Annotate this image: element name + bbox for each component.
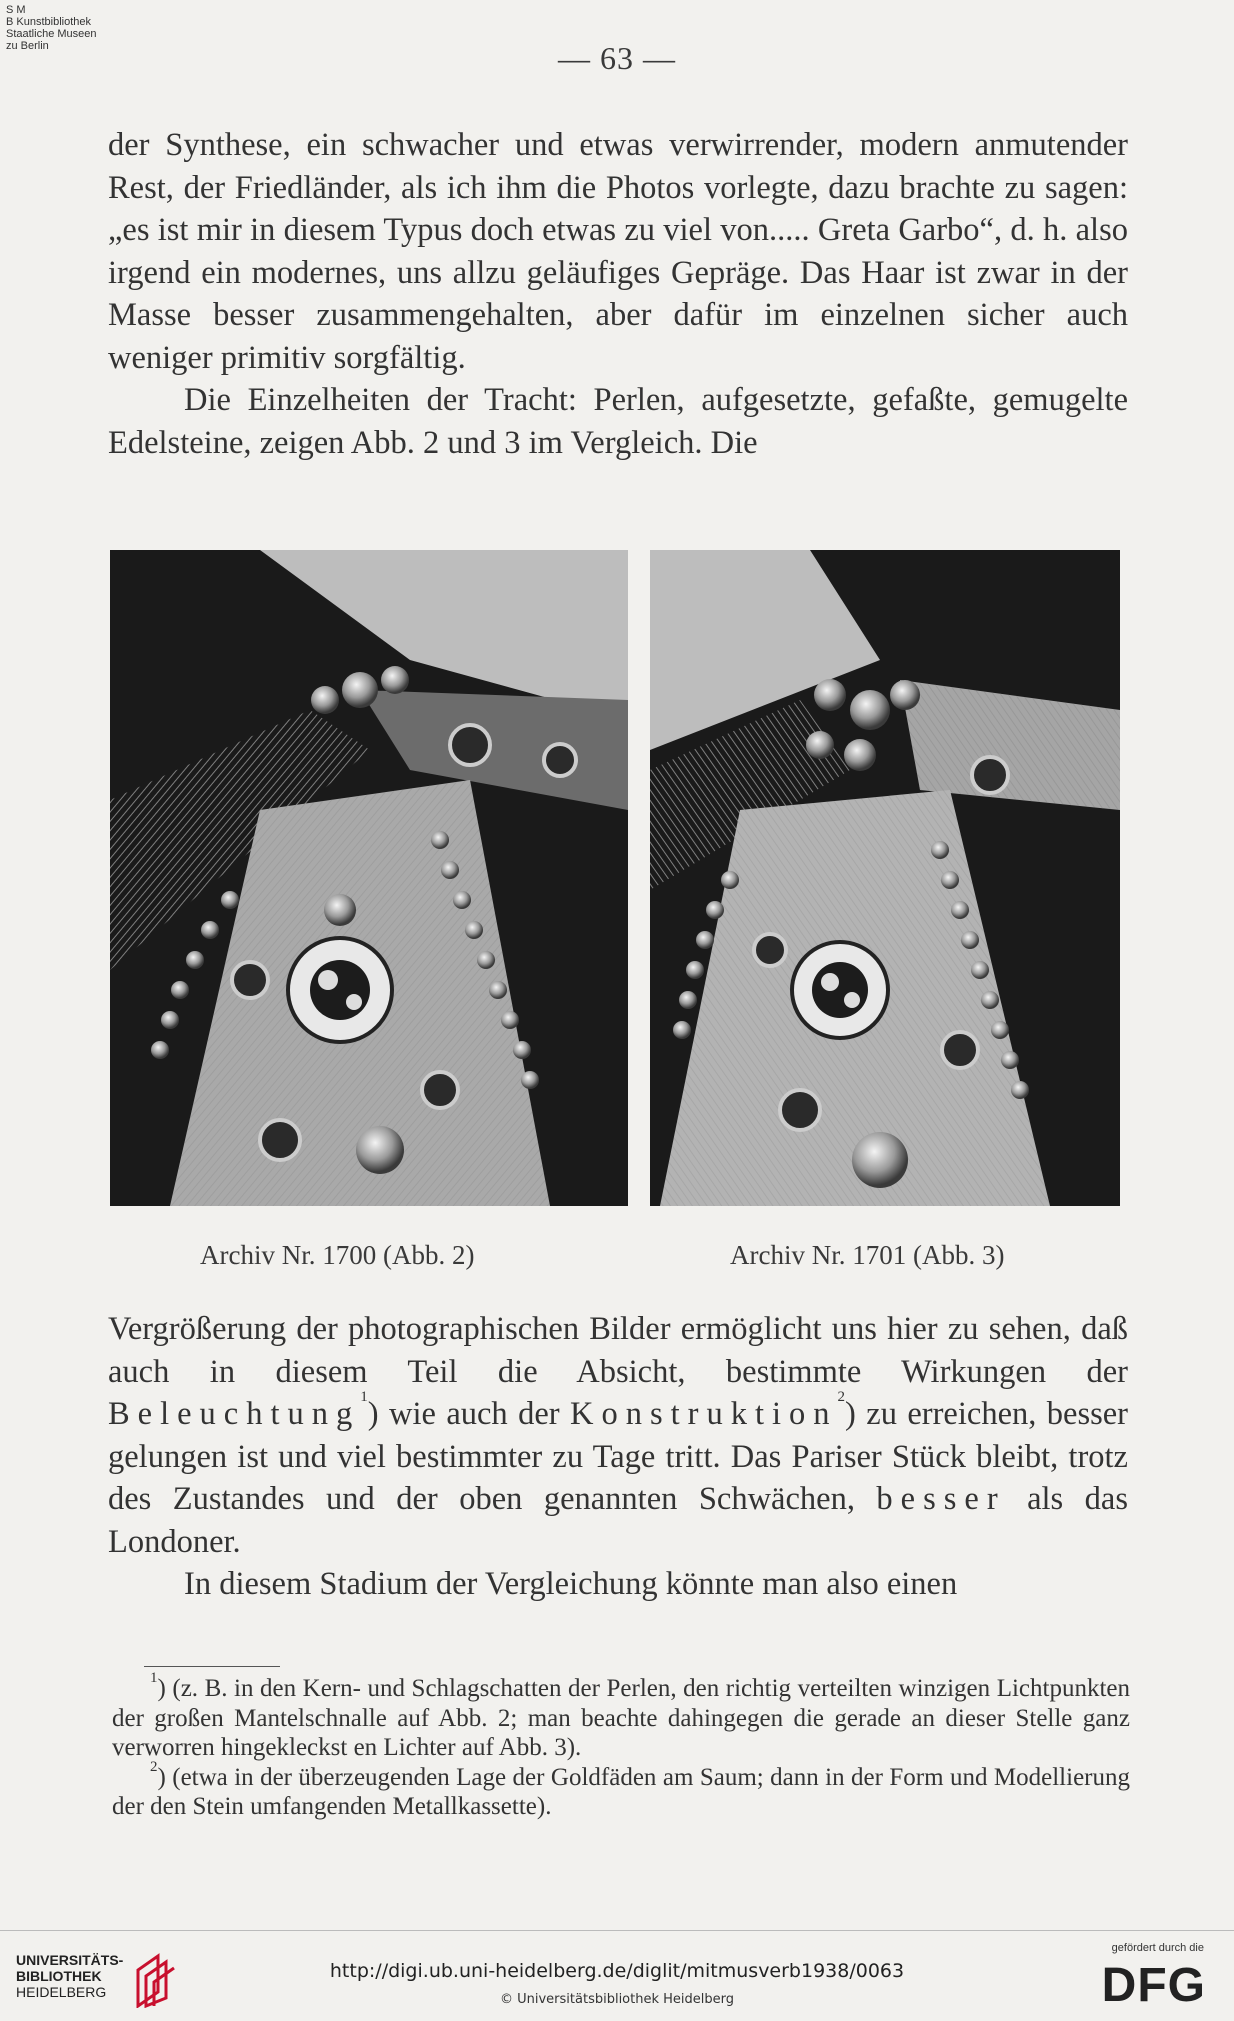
footnote-mark: 1 bbox=[150, 1670, 158, 1686]
paragraph: Die Einzelheiten der Tracht: Perlen, aufgesetzte, gefaßte, gemugelte Edelsteine, zeigen Abb. 2 und 3 im Vergleich. Die bbox=[108, 382, 1128, 461]
paragraph: In diesem Stadium der Vergleichung könnte man also einen bbox=[184, 1566, 958, 1602]
copyright-notice: © Universitätsbibliothek Heidelberg bbox=[499, 1992, 734, 2007]
footnote-separator bbox=[144, 1666, 280, 1667]
footnote-1 bbox=[112, 1670, 1130, 1763]
footnotes bbox=[112, 1670, 1130, 1822]
footnote-text: ) (z. B. in den Kern- und Schlagschatten der Perlen, den richtig verteilten winzigen Lichtpunkten der großen Mantelschnalle auf Abb. 2; man beachte dahingegen die gerade an dieser Stelle ganz verworren hingekleckst en Lichter auf Abb. 3). bbox=[112, 1675, 1130, 1761]
page-number: — 63 — bbox=[558, 40, 676, 76]
spaced-word: besser bbox=[876, 1481, 1006, 1517]
text-bottom bbox=[108, 1308, 1128, 1606]
footer-divider bbox=[0, 1930, 1234, 1931]
footnote-mark: 2 bbox=[150, 1758, 158, 1775]
library-name-line: HEIDELBERG bbox=[16, 1984, 107, 2000]
stamp-line: B Kunstbibliothek bbox=[6, 16, 91, 28]
footnote-ref: 1 bbox=[360, 1389, 368, 1405]
jewelry-photo-left bbox=[110, 550, 628, 1206]
stamp-line: zu Berlin bbox=[6, 40, 49, 52]
text-run: als das Londoner. bbox=[108, 1481, 1128, 1560]
figure-caption-abb-3: Archiv Nr. 1701 (Abb. 3) bbox=[730, 1240, 1005, 1270]
spaced-word: Beleuchtung bbox=[108, 1396, 361, 1432]
text-run: Vergrößerung der photographischen Bilder ermöglicht uns hier zu sehen, daß auch in diesem Teil die Absicht, bestimmte Wirkungen der bbox=[108, 1311, 1128, 1390]
library-name-line: UNIVERSITÄTS- bbox=[16, 1952, 124, 1968]
footnote-ref: 2 bbox=[837, 1389, 846, 1405]
paragraph bbox=[108, 1308, 1128, 1563]
figure-abb-2 bbox=[110, 550, 628, 1206]
footnote-2 bbox=[112, 1758, 1130, 1822]
jewelry-photo-right bbox=[650, 550, 1120, 1206]
stamp-line: Staatliche Museen bbox=[6, 28, 97, 40]
figure-caption-abb-2: Archiv Nr. 1700 (Abb. 2) bbox=[200, 1240, 475, 1270]
figure-abb-3 bbox=[650, 550, 1120, 1206]
source-link[interactable]: http://digi.ub.uni-heidelberg.de/diglit/mitmusverb1938/0063 bbox=[329, 1960, 905, 1982]
stamp-line: S M bbox=[6, 4, 26, 16]
text-run: ) wie auch der bbox=[367, 1396, 571, 1432]
text-top bbox=[108, 124, 1128, 464]
footnote-text: ) (etwa in der überzeugenden Lage der Goldfäden am Saum; dann in der Form und Modellierung der den Stein umfangenden Metallkassette). bbox=[112, 1763, 1130, 1820]
spaced-word: Konstruktion bbox=[570, 1396, 838, 1432]
text-run: ) zu erreichen, besser gelungen ist und viel bestimmter zu Tage tritt. Das Pariser Stück bleibt, trotz des Zustandes und der oben genannten Schwächen, bbox=[108, 1396, 1128, 1517]
funding-note: gefördert durch die bbox=[1111, 1942, 1204, 1954]
digitization-footer bbox=[0, 1930, 1234, 2021]
paragraph: der Synthese, ein schwacher und etwas verwirrender, modern anmutender Rest, der Friedländer, als ich ihm die Photos vorlegte, dazu brachte zu sagen: „es ist mir in diesem Typus doch etwas zu viel von..... Greta Garbo“, d. h. also irgend ein modernes, uns allzu geläufiges Gepräge. Das Haar ist zwar in der Masse besser zusammengehalten, aber dafür im einzelnen sicher auch weniger primitiv sorgfältig. bbox=[108, 127, 1128, 376]
dfg-logo: DFG bbox=[1101, 1959, 1206, 2012]
library-name-line: BIBLIOTHEK bbox=[16, 1968, 102, 1984]
